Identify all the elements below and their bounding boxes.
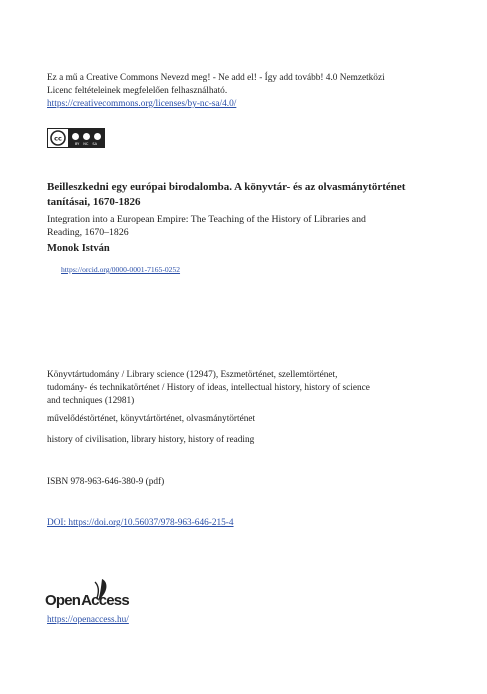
license-link[interactable]: https://creativecommons.org/licenses/by-nc-sa/4.0/ <box>47 99 237 109</box>
subjects-line-3: and techniques (12981) <box>47 396 135 406</box>
cc-label-nc: NC <box>83 142 89 146</box>
open-access-logo-text-2: Access <box>81 592 129 608</box>
author-name: Monok István <box>47 243 110 254</box>
svg-text:OpenAccess <box>45 592 129 608</box>
keywords-hungarian: művelődéstörténet, könyvtártörténet, olvasmánytörténet <box>47 414 256 424</box>
cc-label-sa: SA <box>92 142 98 146</box>
book-subtitle-line-2: Reading, 1670–1826 <box>47 227 129 238</box>
license-text-line-1: Ez a mű a Creative Commons Nevezd meg! - Ne add el! - Így add tovább! 4.0 Nemzetközi <box>47 73 385 83</box>
license-text-line-2: Licenc feltételeinek megfelelően felhasználható. <box>47 86 228 96</box>
cc-label-by: BY <box>74 142 80 146</box>
subjects-line-1: Könyvtártudomány / Library science (12947), Eszmetörténet, szellemtörténet, <box>47 370 338 380</box>
cc-by-icon <box>71 132 80 141</box>
book-title-line-2: tanításai, 1670-1826 <box>47 196 141 208</box>
svg-text:cc: cc <box>54 134 62 143</box>
cc-sa-icon <box>93 132 102 141</box>
orcid-link[interactable]: https://orcid.org/0000-0001-7165-0252 <box>61 265 181 274</box>
open-access-link[interactable]: https://openaccess.hu/ <box>47 615 129 625</box>
subject-classification <box>47 369 447 408</box>
subjects-line-2: tudomány- és technikatörténet / History of ideas, intellectual history, history of science <box>47 383 370 393</box>
cc-nc-icon <box>82 132 91 141</box>
keywords-english: history of civilisation, library history, history of reading <box>47 435 255 445</box>
license-notice <box>47 72 447 111</box>
book-title-line-1: Beilleszkedni egy európai birodalomba. A könyvtár- és az olvasmánytörténet <box>47 181 406 193</box>
book-subtitle <box>47 213 447 239</box>
open-access-logo <box>45 576 150 608</box>
cc-by-nc-sa-badge[interactable] <box>47 128 105 148</box>
open-access-logo-text-1: Open <box>45 592 81 608</box>
cc-logo-icon <box>48 129 68 147</box>
book-subtitle-line-1: Integration into a European Empire: The Teaching of the History of Libraries and <box>47 214 366 225</box>
book-title <box>47 180 457 210</box>
doi-link[interactable]: DOI: https://doi.org/10.56037/978-963-646-215-4 <box>47 518 234 528</box>
isbn: ISBN 978-963-646-380-9 (pdf) <box>47 477 165 487</box>
